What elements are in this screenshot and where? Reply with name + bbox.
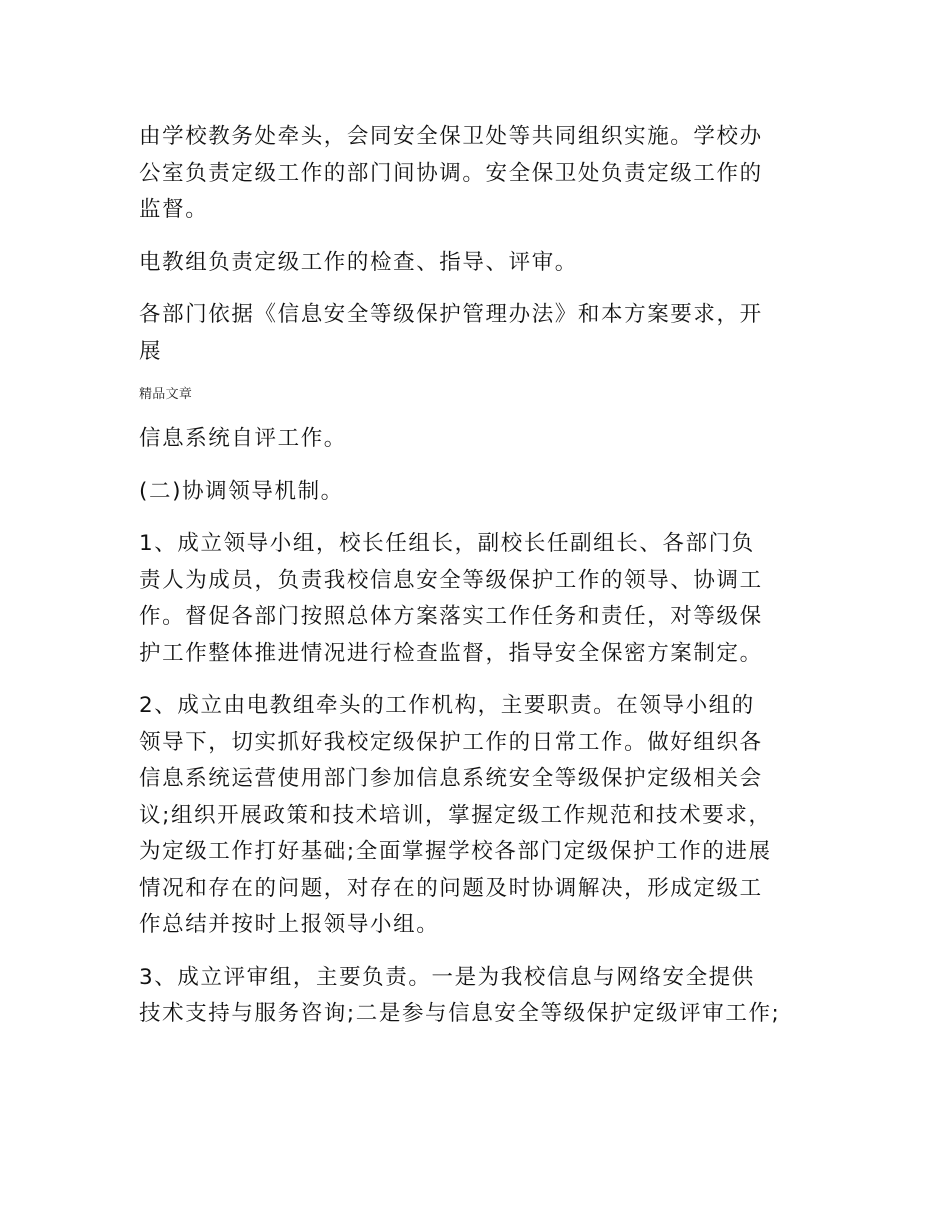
text-line: 信息系统运营使用部门参加信息系统安全等级保护定级相关会 <box>139 766 763 791</box>
text-line: (二)协调领导机制。 <box>139 478 344 504</box>
document-body <box>139 119 819 1049</box>
text-line: 3、成立评审组，主要负责。一是为我校信息与网络安全提供 <box>139 964 755 990</box>
paragraph-item-3 <box>139 960 819 1033</box>
text-line: 展 <box>139 338 163 364</box>
section-heading-coordination <box>139 474 819 511</box>
text-line: 责人为成员，负责我校信息安全等级保护工作的领导、协调工 <box>139 567 763 593</box>
text-line: 为定级工作打好基础;全面掌握学校各部门定级保护工作的进展 <box>139 839 772 864</box>
text-line: 监督。 <box>139 197 209 222</box>
paragraph-item-2 <box>139 688 819 944</box>
text-line: 各部门依据《信息安全等级保护管理办法》和本方案要求，开 <box>139 302 763 327</box>
text-line: 公室负责定级工作的部门间协调。安全保卫处负责定级工作的 <box>139 160 763 186</box>
text-line: 由学校教务处牵头，会同安全保卫处等共同组织实施。学校办 <box>139 124 763 149</box>
text-line: 电教组负责定级工作的检查、指导、评审。 <box>139 249 578 275</box>
paragraph-implementation <box>139 119 819 229</box>
paragraph-self-evaluation <box>139 421 819 458</box>
text-line: 作总结并按时上报领导小组。 <box>139 912 440 937</box>
text-line: 信息系统自评工作。 <box>139 426 347 451</box>
paragraph-item-1 <box>139 526 819 672</box>
text-line: 2、成立由电教组牵头的工作机构，主要职责。在领导小组的 <box>139 693 755 718</box>
text-line: 作。督促各部门按照总体方案落实工作任务和责任，对等级保 <box>139 604 763 629</box>
text-line: 技术支持与服务咨询;二是参与信息安全等级保护定级评审工作; <box>139 1001 781 1026</box>
text-line: 护工作整体推进情况进行检查监督，指导安全保密方案制定。 <box>139 640 763 666</box>
page-footer-caption: 精品文章 <box>139 387 193 402</box>
paragraph-review <box>139 245 819 282</box>
text-line: 领导下，切实抓好我校定级保护工作的日常工作。做好组织各 <box>139 729 763 755</box>
text-line: 情况和存在的问题，对存在的问题及时协调解决，形成定级工 <box>139 875 763 901</box>
paragraph-departments <box>139 297 819 370</box>
text-line: 议;组织开展政策和技术培训，掌握定级工作规范和技术要求， <box>139 802 772 828</box>
text-line: 1、成立领导小组，校长任组长，副校长任副组长、各部门负 <box>139 531 755 556</box>
